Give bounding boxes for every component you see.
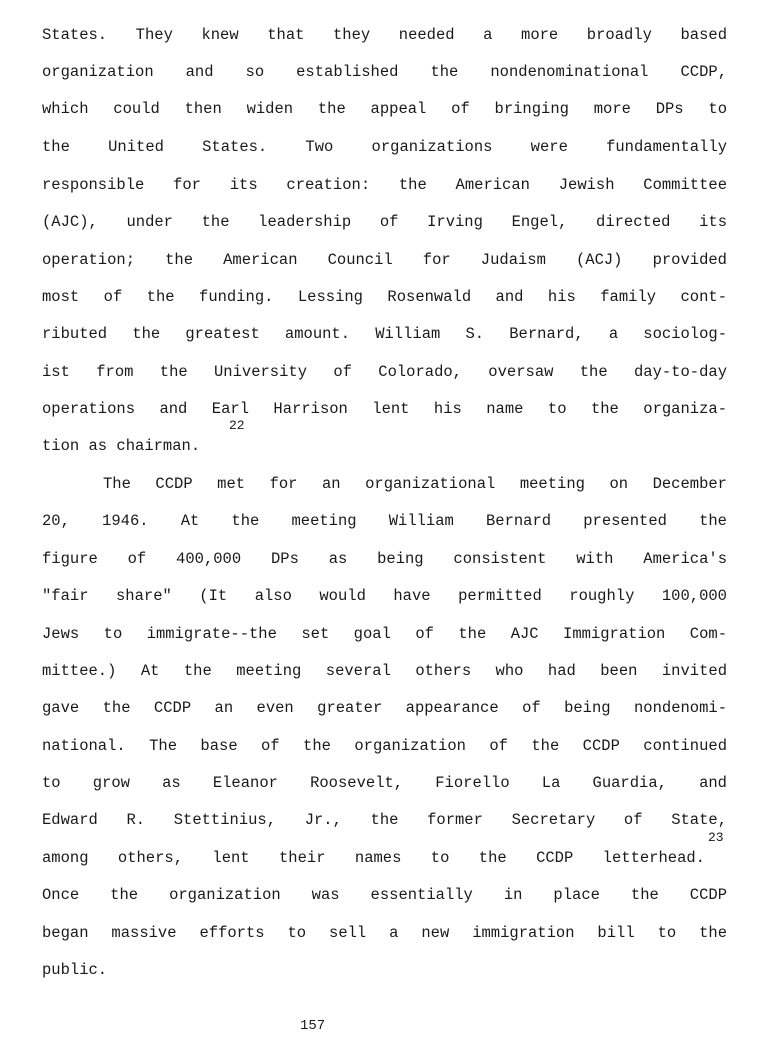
text-line: which could then widen the appeal of bringing more DPs to [42,100,727,118]
text-line: organization and so established the nondenominational CCDP, [42,63,727,81]
footnote-marker-22: 22 [229,418,245,433]
text-line: "fair share" (It also would have permitted roughly 100,000 [42,587,727,605]
page-number: 157 [300,1018,326,1034]
text-line: most of the funding. Lessing Rosenwald and his family cont- [42,288,727,306]
footnote-marker-23: 23 [708,830,724,845]
text-line: (AJC), under the leadership of Irving Engel, directed its [42,213,727,231]
text-line: responsible for its creation: the American Jewish Committee [42,176,727,194]
text-line: operations and Earl Harrison lent his name to the organiza- [42,400,727,418]
text-line: 20, 1946. At the meeting William Bernard presented the [42,512,727,530]
text-line: gave the CCDP an even greater appearance of being nondenomi- [42,699,727,717]
text-line: figure of 400,000 DPs as being consistent with America's [42,550,727,568]
text-line: tion as chairman. [42,437,201,455]
text-line: began massive efforts to sell a new immigration bill to the [42,924,727,942]
text-line: operation; the American Council for Judaism (ACJ) provided [42,251,727,269]
text-line: the United States. Two organizations were fundamentally [42,138,727,156]
text-line: Once the organization was essentially in place the CCDP [42,886,727,904]
text-line: among others, lent their names to the CCDP letterhead. [42,849,705,867]
text-line: to grow as Eleanor Roosevelt, Fiorello La Guardia, and [42,774,727,792]
text-line: Edward R. Stettinius, Jr., the former Secretary of State, [42,811,727,829]
text-line: mittee.) At the meeting several others who had been invited [42,662,727,680]
text-line: ributed the greatest amount. William S. Bernard, a sociolog- [42,325,727,343]
text-line: Jews to immigrate--the set goal of the AJC Immigration Com- [42,625,727,643]
text-line: States. They knew that they needed a more broadly based [42,26,727,44]
text-line: public. [42,961,108,979]
text-line: national. The base of the organization of the CCDP continued [42,737,727,755]
text-line: The CCDP met for an organizational meeting on December [103,475,727,493]
text-line: ist from the University of Colorado, oversaw the day-to-day [42,363,727,381]
